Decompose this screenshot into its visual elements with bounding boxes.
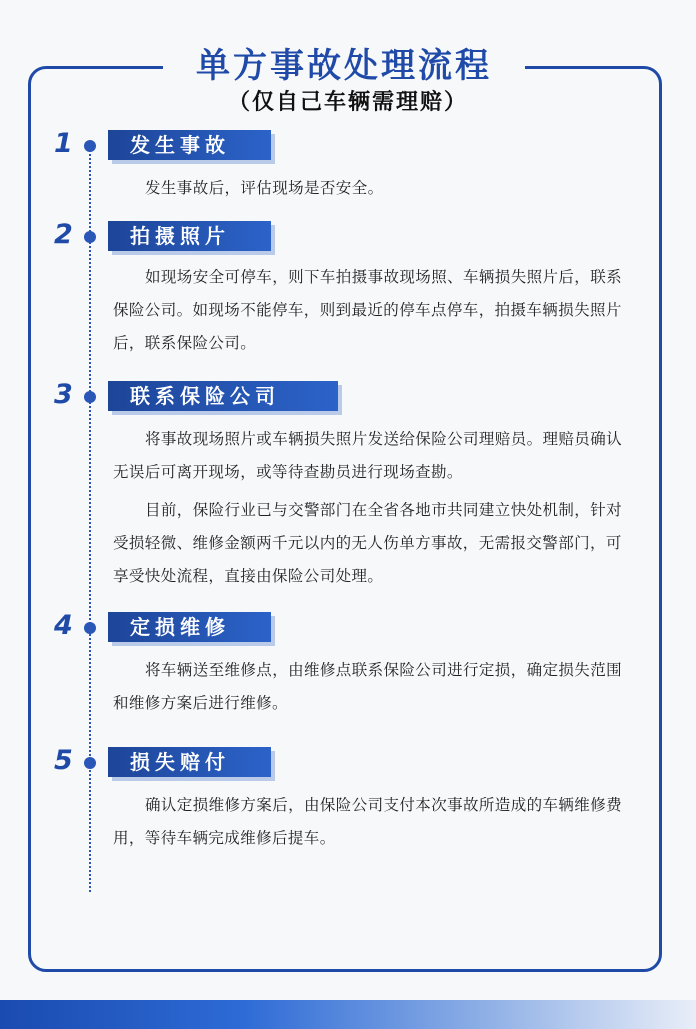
step-text: 目前，保险行业已与交警部门在全省各地市共同建立快处机制，针对受损轻微、维修金额两千元以内的无人伤单方事故，无需报交警部门，可享受快处流程，直接由保险公司处理。: [113, 501, 623, 585]
step-text: 如现场安全可停车，则下车拍摄事故现场照、车辆损失照片后，联系保险公司。如现场不能停车，则到最近的停车点停车，拍摄车辆损失照片后，联系保险公司。: [113, 268, 623, 352]
step-label: 拍摄照片: [108, 221, 271, 251]
timeline-dot-icon: [84, 391, 96, 403]
step-text: 将车辆送至维修点，由维修点联系保险公司进行定损，确定损失范围和维修方案后进行维修。: [113, 661, 623, 712]
step-number: 3: [54, 379, 73, 410]
page-title: 单方事故处理流程: [196, 46, 492, 86]
step-label: 损失赔付: [108, 747, 271, 777]
step-text: 发生事故后，评估现场是否安全。: [145, 179, 384, 197]
bottom-decor-strip: [0, 1000, 696, 1029]
step-number: 5: [54, 745, 73, 776]
step-number: 2: [54, 219, 73, 250]
step-text: 将事故现场照片或车辆损失照片发送给保险公司理赔员。理赔员确认无误后可离开现场，或等待查勘员进行现场查勘。: [113, 430, 623, 481]
timeline-line: [89, 150, 91, 892]
timeline-dot-icon: [84, 140, 96, 152]
timeline-dot-icon: [84, 231, 96, 243]
timeline-dot-icon: [84, 622, 96, 634]
title-wrap: [163, 40, 525, 90]
step-number: 4: [54, 610, 73, 641]
step-number: 1: [54, 128, 73, 159]
page-subtitle: （仅自己车辆需理赔）: [227, 90, 468, 115]
step-label: 联系保险公司: [108, 381, 338, 411]
step-label: 定损维修: [108, 612, 271, 642]
step-text: 确认定损维修方案后，由保险公司支付本次事故所造成的车辆维修费用，等待车辆完成维修后提车。: [113, 796, 623, 847]
step-label: 发生事故: [108, 130, 271, 160]
timeline-dot-icon: [84, 757, 96, 769]
